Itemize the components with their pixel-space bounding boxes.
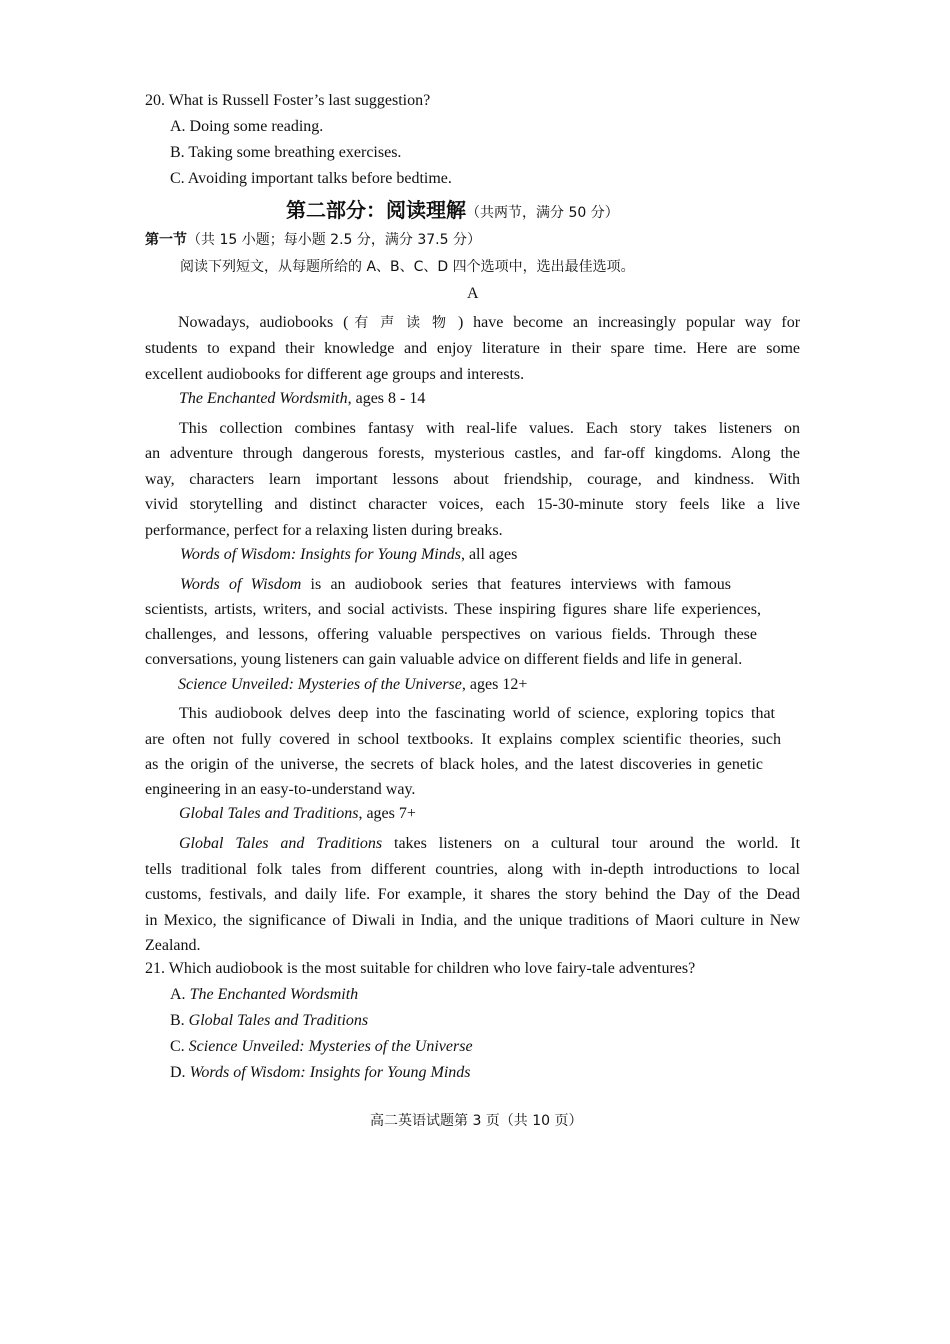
book4-line-5: Zealand. [145,937,201,954]
book4-heading [179,804,416,824]
book3-line-1: This audiobook delves deep into the fascinating world of science, exploring topics that [179,705,775,722]
section1-detail: （共 15 小题；每小题 2.5 分，满分 37.5 分） [187,232,481,248]
intro-line-2: students to expand their knowledge and enjoy literature in their spare time. Here are some [145,340,800,357]
q20-option-c: C. Avoiding important talks before bedtime. [170,170,452,187]
book1-line-5: performance, perfect for a relaxing listen during breaks. [145,522,503,539]
book4-ages: , ages 7+ [358,805,416,822]
book3-line-2: are often not fully covered in school textbooks. It explains complex scientific theories, such [145,731,781,748]
book3-ages: , ages 12+ [461,676,528,693]
book4-line-3: customs, festivals, and daily life. For example, it shares the story behind the Day of the Dead [145,886,800,903]
book2-line-2: scientists, artists, writers, and social activists. These inspiring figures share life experiences, [145,601,761,618]
q21-option-b: B. Global Tales and Traditions [170,1012,369,1029]
book3-line-4: engineering in an easy-to-understand way. [145,781,416,798]
book2-heading [180,545,517,565]
book3-line-3: as the origin of the universe, the secrets of black holes, and the latest discoveries in genetic [145,756,763,773]
book3-title: Science Unveiled: Mysteries of the Universe [178,676,462,693]
book1-title: The Enchanted Wordsmith [179,390,348,407]
q20-stem: 20. What is Russell Foster’s last suggestion? [145,92,431,109]
book1-line-1: This collection combines fantasy with real-life values. Each story takes listeners on [179,420,800,437]
book2-line-3: challenges, and lessons, offering valuable perspectives on various fields. Through these [145,626,757,643]
audiobooks-chinese-gloss: 有声读物 [348,315,458,331]
book4-line-1: Global Tales and Traditions takes listeners on a cultural tour around the world. It [179,835,801,852]
section1-heading [145,230,481,250]
q21-option-c: C. Science Unveiled: Mysteries of the Universe [170,1038,473,1055]
part2-subtitle: （共两节，满分 50 分） [466,205,619,221]
book2-ages: , all ages [460,546,518,563]
book1-ages: , ages 8 - 14 [347,390,426,407]
q21-option-a: A. The Enchanted Wordsmith [170,986,359,1003]
book4-line-4: in Mexico, the significance of Diwali in India, and the unique traditions of Maori culture in New [145,912,800,929]
passage-letter: A [467,285,479,302]
book3-heading [178,675,527,695]
book1-line-3: way, characters learn important lessons about friendship, courage, and kindness. With [145,471,800,488]
section1-label: 第一节 [145,232,187,248]
q21-option-d: D. Words of Wisdom: Insights for Young Minds [170,1064,471,1081]
q20-option-b: B. Taking some breathing exercises. [170,144,402,161]
book2-line-4: conversations, young listeners can gain valuable advice on different fields and life in general. [145,651,743,668]
page-footer: 高二英语试题第 3 页（共 10 页） [370,1113,583,1129]
intro-line-1: Nowadays, audiobooks (有声读物) have become an increasingly popular way for [178,314,801,331]
book2-line-1: Words of Wisdom is an audiobook series that features interviews with famous [180,576,731,593]
part2-title: 第二部分：阅读理解 [286,198,466,222]
book4-line-2: tells traditional folk tales from different countries, along with in-depth introductions to local [145,861,800,878]
part2-heading [286,198,619,225]
book4-title: Global Tales and Traditions [179,805,359,822]
q20-option-a: A. Doing some reading. [170,118,324,135]
book2-title: Words of Wisdom: Insights for Young Minds [180,546,461,563]
reading-instruction: 阅读下列短文，从每题所给的 A、B、C、D 四个选项中，选出最佳选项。 [180,259,635,275]
q21-stem: 21. Which audiobook is the most suitable for children who love fairy-tale adventures? [145,960,696,977]
book1-line-2: an adventure through dangerous forests, mysterious castles, and far-off kingdoms. Along the [145,445,800,462]
intro-line-3: excellent audiobooks for different age groups and interests. [145,366,525,383]
book1-heading [179,389,425,409]
book1-line-4: vivid storytelling and distinct character voices, each 15-30-minute story feels like a live [145,496,800,513]
